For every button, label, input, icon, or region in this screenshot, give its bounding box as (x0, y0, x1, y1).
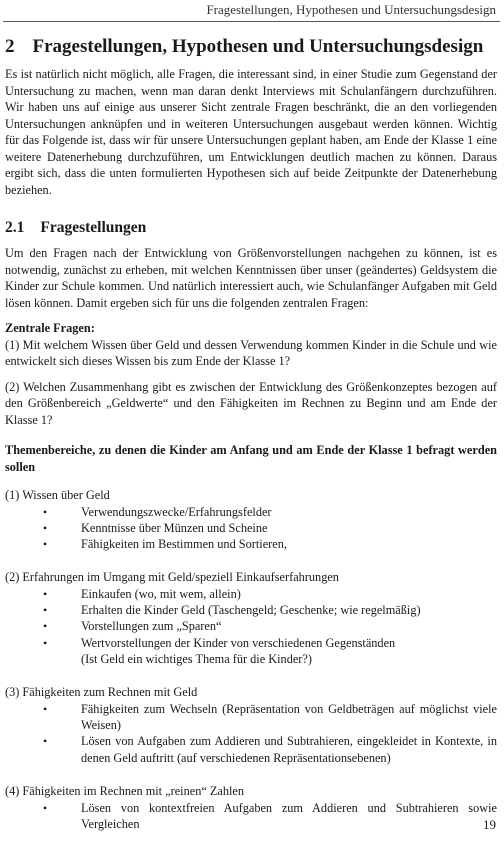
section-heading (5, 219, 497, 237)
list-item: • Lösen von Aufgaben zum Addieren und Subtrahieren, eingekleidet in Kontexte, in denen Geld auftritt (auf verschiedenen Repräsentationsebenen) (43, 734, 497, 765)
question-1: (1) Mit welchem Wissen über Geld und dessen Verwendung kommen Kinder in die Schule und wie entwickelt sich dieses Wissen bis zum Ende der Klasse 1? (5, 337, 497, 368)
list-item: • Lösen von kontextfreien Aufgaben zum Addieren und Subtrahieren sowie Vergleichen (43, 800, 497, 831)
topics-heading: Themenbereiche, zu denen die Kinder am Anfang und am Ende der Klasse 1 befragt werden sollen (5, 443, 497, 474)
bullet-icon: • (43, 635, 48, 650)
intro-paragraph: Es ist natürlich nicht möglich, alle Fragen, die interessant sind, in einer Studie zum Gegenstand der Untersuchung zu machen, wenn man daran denkt Interviews mit Schulanfängern durchzuführen. Wir haben uns auf einige aus unserer Sicht zentrale Fragen beschränkt, die an den vorliegenden Untersuchungen anknüpfen und in weiteren Untersuchungen ausgebaut werden können. Wichtig für das Folgende ist, dass wir für unsere Untersuchungen geplant haben, am Ende der Klasse 1 eine weitere Datenerhebung durchzuführen, um Entwicklungen deutlich machen zu können. Daraus ergibt sich, dass die unten formulierten Hypothesen sich auf beide Zeitpunkte der Datenerhebung beziehen. (5, 67, 497, 197)
group-list-1 (5, 504, 497, 553)
bullet-icon: • (43, 504, 48, 519)
page-number: 19 (483, 817, 496, 832)
list-item: • Einkaufen (wo, mit wem, allein) (43, 586, 241, 601)
group-title-1: (1) Wissen über Geld (5, 488, 110, 502)
bullet-icon: • (43, 520, 48, 535)
chapter-heading (5, 36, 497, 58)
list-item: • Vorstellungen zum „Sparen“ (43, 619, 222, 634)
group-title-3: (3) Fähigkeiten zum Rechnen mit Geld (5, 685, 198, 700)
bullet-icon: • (43, 701, 48, 716)
chapter-number: 2 (5, 36, 15, 57)
group-list-3 (5, 701, 497, 766)
chapter-title: Fragestellungen, Hypothesen und Untersuchungsdesign (32, 36, 484, 57)
group-list-4 (5, 800, 497, 833)
page-content (5, 36, 497, 832)
section-number: 2.1 (5, 219, 25, 236)
central-questions-label: Zentrale Fragen: (5, 321, 95, 335)
list-item: • Wertvorstellungen der Kinder von verschiedenen Gegenständen (Ist Geld ein wichtiges Thema für die Kinder?) (5, 635, 497, 668)
list-item: • Fähigkeiten im Bestimmen und Sortieren, (43, 537, 287, 552)
header-rule (3, 21, 500, 22)
bullet-icon: • (43, 734, 48, 749)
group-list-2 (5, 586, 497, 667)
running-head: Fragestellungen, Hypothesen und Untersuchungsdesign (206, 2, 496, 17)
bullet-icon: • (43, 537, 48, 552)
bullet-icon: • (43, 800, 48, 815)
list-item: • Fähigkeiten zum Wechseln (Repräsentation von Geldbeträgen auf möglichst viele Weisen) (43, 701, 497, 733)
list-item: • Verwendungszwecke/Erfahrungsfelder (43, 504, 272, 519)
section-title: Fragestellungen (40, 219, 147, 236)
question-2: (2) Welchen Zusammenhang gibt es zwischen der Entwicklung des Größenkonzeptes bezogen auf den Größenbereich „Geldwerte“ und den Fähigkeiten im Rechnen zu Beginn und am Ende der Klasse 1? (5, 379, 497, 427)
list-item-subnote: (Ist Geld ein wichtiges Thema für die Kinder?) (81, 652, 312, 667)
group-title-4: (4) Fähigkeiten im Rechnen mit „reinen“ Zahlen (5, 784, 245, 799)
bullet-icon: • (43, 586, 48, 601)
list-item: • Erhalten die Kinder Geld (Taschengeld; Geschenke; wie regelmäßig) (43, 603, 421, 618)
bullet-icon: • (43, 603, 48, 618)
list-item: • Kenntnisse über Münzen und Scheine (43, 520, 268, 535)
group-title-2: (2) Erfahrungen im Umgang mit Geld/speziell Einkaufserfahrungen (5, 570, 339, 585)
bullet-icon: • (43, 619, 48, 634)
section-intro-paragraph: Um den Fragen nach der Entwicklung von Größenvorstellungen nachgehen zu können, ist es notwendig, zunächst zu erheben, mit welchen Kenntnissen über unser (geändertes) Geldsystem die Kinder zur Schule kommen. Und natürlich interessiert auch, wie Schulanfänger Aufgaben mit Geld lösen können. Damit ergeben sich für uns die folgenden zentralen Fragen: (5, 246, 497, 310)
